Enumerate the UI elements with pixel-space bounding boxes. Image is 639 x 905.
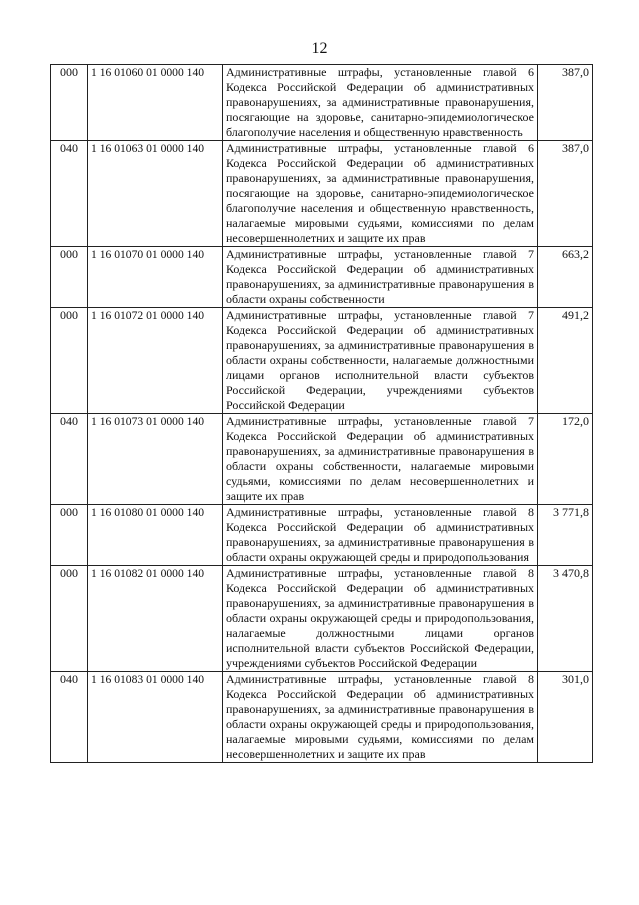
amount-cell: 387,0 — [538, 141, 593, 247]
table-row — [51, 566, 593, 672]
budget-code-cell: 1 16 01072 01 0000 140 — [88, 308, 223, 414]
table-row — [51, 65, 593, 141]
amount-cell: 3 771,8 — [538, 505, 593, 566]
table-row — [51, 505, 593, 566]
amount-cell: 301,0 — [538, 672, 593, 763]
budget-code-cell: 1 16 01070 01 0000 140 — [88, 247, 223, 308]
amount-cell: 663,2 — [538, 247, 593, 308]
revenue-name-cell: Административные штрафы, установленные главой 6 Кодекса Российской Федерации об административных правонарушениях, за административные правонарушения, посягающие на здоровье, санитарно-эпидемиологическое благополучие населения и общественную нравственность — [223, 65, 538, 141]
admin-code-cell: 000 — [51, 65, 88, 141]
budget-code-cell: 1 16 01073 01 0000 140 — [88, 414, 223, 505]
table-row — [51, 672, 593, 763]
amount-cell: 172,0 — [538, 414, 593, 505]
admin-code-cell: 000 — [51, 308, 88, 414]
admin-code-cell: 000 — [51, 505, 88, 566]
amount-cell: 3 470,8 — [538, 566, 593, 672]
budget-code-cell: 1 16 01083 01 0000 140 — [88, 672, 223, 763]
revenue-name-cell: Административные штрафы, установленные главой 8 Кодекса Российской Федерации об административных правонарушениях, за административные правонарушения в области охраны окружающей среды и природопользования, налагаемые должностными лицами органов исполнительной власти субъектов Российской Федерации, учреждениями субъектов Российской Федерации — [223, 566, 538, 672]
admin-code-cell: 040 — [51, 414, 88, 505]
table-row — [51, 141, 593, 247]
table-row — [51, 247, 593, 308]
amount-cell: 387,0 — [538, 65, 593, 141]
table-row — [51, 414, 593, 505]
revenue-table — [50, 64, 593, 763]
revenue-name-cell: Административные штрафы, установленные главой 8 Кодекса Российской Федерации об административных правонарушениях, за административные правонарушения в области охраны окружающей среды и природопользования — [223, 505, 538, 566]
budget-code-cell: 1 16 01060 01 0000 140 — [88, 65, 223, 141]
admin-code-cell: 000 — [51, 566, 88, 672]
revenue-name-cell: Административные штрафы, установленные главой 7 Кодекса Российской Федерации об административных правонарушениях, за административные правонарушения в области охраны собственности, налагаемые должностными лицами органов исполнительной власти субъектов Российской Федерации, учреждениями субъектов Российской Федерации — [223, 308, 538, 414]
admin-code-cell: 040 — [51, 672, 88, 763]
amount-cell: 491,2 — [538, 308, 593, 414]
admin-code-cell: 040 — [51, 141, 88, 247]
table-row — [51, 308, 593, 414]
budget-code-cell: 1 16 01063 01 0000 140 — [88, 141, 223, 247]
revenue-name-cell: Административные штрафы, установленные главой 8 Кодекса Российской Федерации об административных правонарушениях, за административные правонарушения в области охраны окружающей среды и природопользования, налагаемые мировыми судьями, комиссиями по делам несовершеннолетних и защите их прав — [223, 672, 538, 763]
admin-code-cell: 000 — [51, 247, 88, 308]
revenue-name-cell: Административные штрафы, установленные главой 7 Кодекса Российской Федерации об административных правонарушениях, за административные правонарушения в области охраны собственности — [223, 247, 538, 308]
budget-code-cell: 1 16 01080 01 0000 140 — [88, 505, 223, 566]
revenue-name-cell: Административные штрафы, установленные главой 7 Кодекса Российской Федерации об административных правонарушениях, за административные правонарушения в области охраны собственности, налагаемые мировыми судьями, комиссиями по делам несовершеннолетних и защите их прав — [223, 414, 538, 505]
page-number: 12 — [311, 40, 328, 57]
revenue-name-cell: Административные штрафы, установленные главой 6 Кодекса Российской Федерации об административных правонарушениях, за административные правонарушения, посягающие на здоровье, санитарно-эпидемиологическое благополучие населения и общественную нравственность, налагаемые мировыми судьями, комиссиями по делам несовершеннолетних и защите их прав — [223, 141, 538, 247]
budget-code-cell: 1 16 01082 01 0000 140 — [88, 566, 223, 672]
